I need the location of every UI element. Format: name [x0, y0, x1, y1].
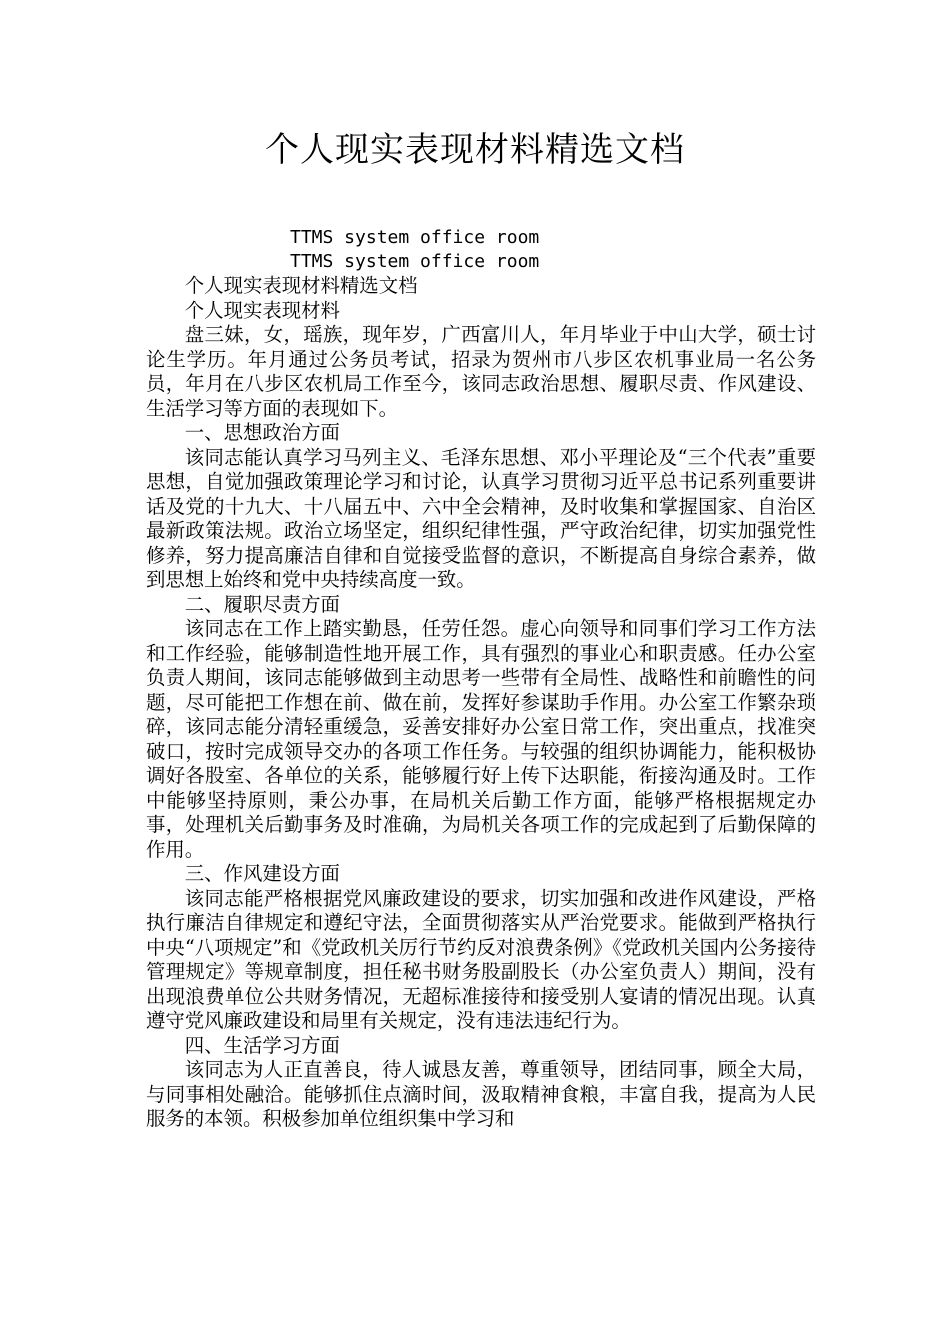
doc-subtitle: 个人现实表现材料精选文档 [184, 274, 418, 297]
section-heading-conduct: 三、作风建设方面 [184, 862, 340, 885]
office-room-line-2: TTMS system office room [290, 251, 540, 272]
section-heading-main: 个人现实表现材料 [184, 298, 340, 322]
ideology-paragraph: 该同志能认真学习马列主义、毛泽东思想、邓小平理论及“三个代表”重要思想，自觉加强政策理论学习和讨论，认真学习贯彻习近平总书记系列重要讲话及党的十九大、十八届五中、六中全会精神，及时收集和掌握国家、自治区最新政策法规。政治立场坚定，组织纪律性强，严守政治纪律，切实加强党性修养，努力提高廉洁自律和自觉接受监督的意识，不断提高自身综合素养，做到思想上始终和党中央持续高度一致。 [146, 445, 816, 591]
intro-paragraph: 盘三妹，女，瑶族，现年岁，广西富川人，年月毕业于中山大学，硕士讨论生学历。年月通过公务员考试，招录为贺州市八步区农机事业局一名公务员，年月在八步区农机局工作至今，该同志政治思想、履职尽责、作风建设、生活学习等方面的表现如下。 [146, 323, 816, 420]
section-heading-duties: 二、履职尽责方面 [184, 592, 340, 616]
document-title: 个人现实表现材料精选文档 [265, 130, 685, 170]
document-body [146, 274, 816, 1132]
life-paragraph: 该同志为人正直善良，待人诚恳友善，尊重领导，团结同事，顾全大局，与同事相处融洽。能够抓住点滴时间，汲取精神食粮，丰富自我，提高为人民服务的本领。积极参加单位组织集中学习和 [146, 1058, 816, 1130]
section-heading-ideology: 一、思想政治方面 [184, 421, 340, 444]
duties-paragraph: 该同志在工作上踏实勤恳，任劳任怨。虚心向领导和同事们学习工作方法和工作经验，能够制造性地开展工作，具有强烈的事业心和职责感。任办公室负责人期间，该同志能够做到主动思考一些带有全局性、战略性和前瞻性的问题，尽可能把工作想在前、做在前，发挥好参谋助手作用。办公室工作繁杂琐碎，该同志能分清轻重缓急，妥善安排好办公室日常工作，突出重点，找准突破口，按时完成领导交办的各项工作任务。与较强的组织协调能力，能积极协调好各股室、各单位的关系，能够履行好上传下达职能，衔接沟通及时。工作中能够坚持原则，秉公办事，在局机关后勤工作方面，能够严格根据规定办事，处理机关后勤事务及时准确，为局机关各项工作的完成起到了后勤保障的作用。 [146, 617, 816, 861]
conduct-paragraph: 该同志能严格根据党风廉政建设的要求，切实加强和改进作风建设，严格执行廉洁自律规定和遵纪守法，全面贯彻落实从严治党要求。能做到严格执行中央“八项规定”和《党政机关厉行节约反对浪费条例》《党政机关国内公务接待管理规定》等规章制度，担任秘书财务股副股长（办公室负责人）期间，没有出现浪费单位公共财务情况，无超标准接待和接受别人宴请的情况出现。认真遵守党风廉政建设和局里有关规定，没有违法违纪行为。 [146, 886, 816, 1032]
section-heading-life: 四、生活学习方面 [184, 1033, 340, 1057]
office-room-line-1: TTMS system office room [290, 227, 540, 248]
